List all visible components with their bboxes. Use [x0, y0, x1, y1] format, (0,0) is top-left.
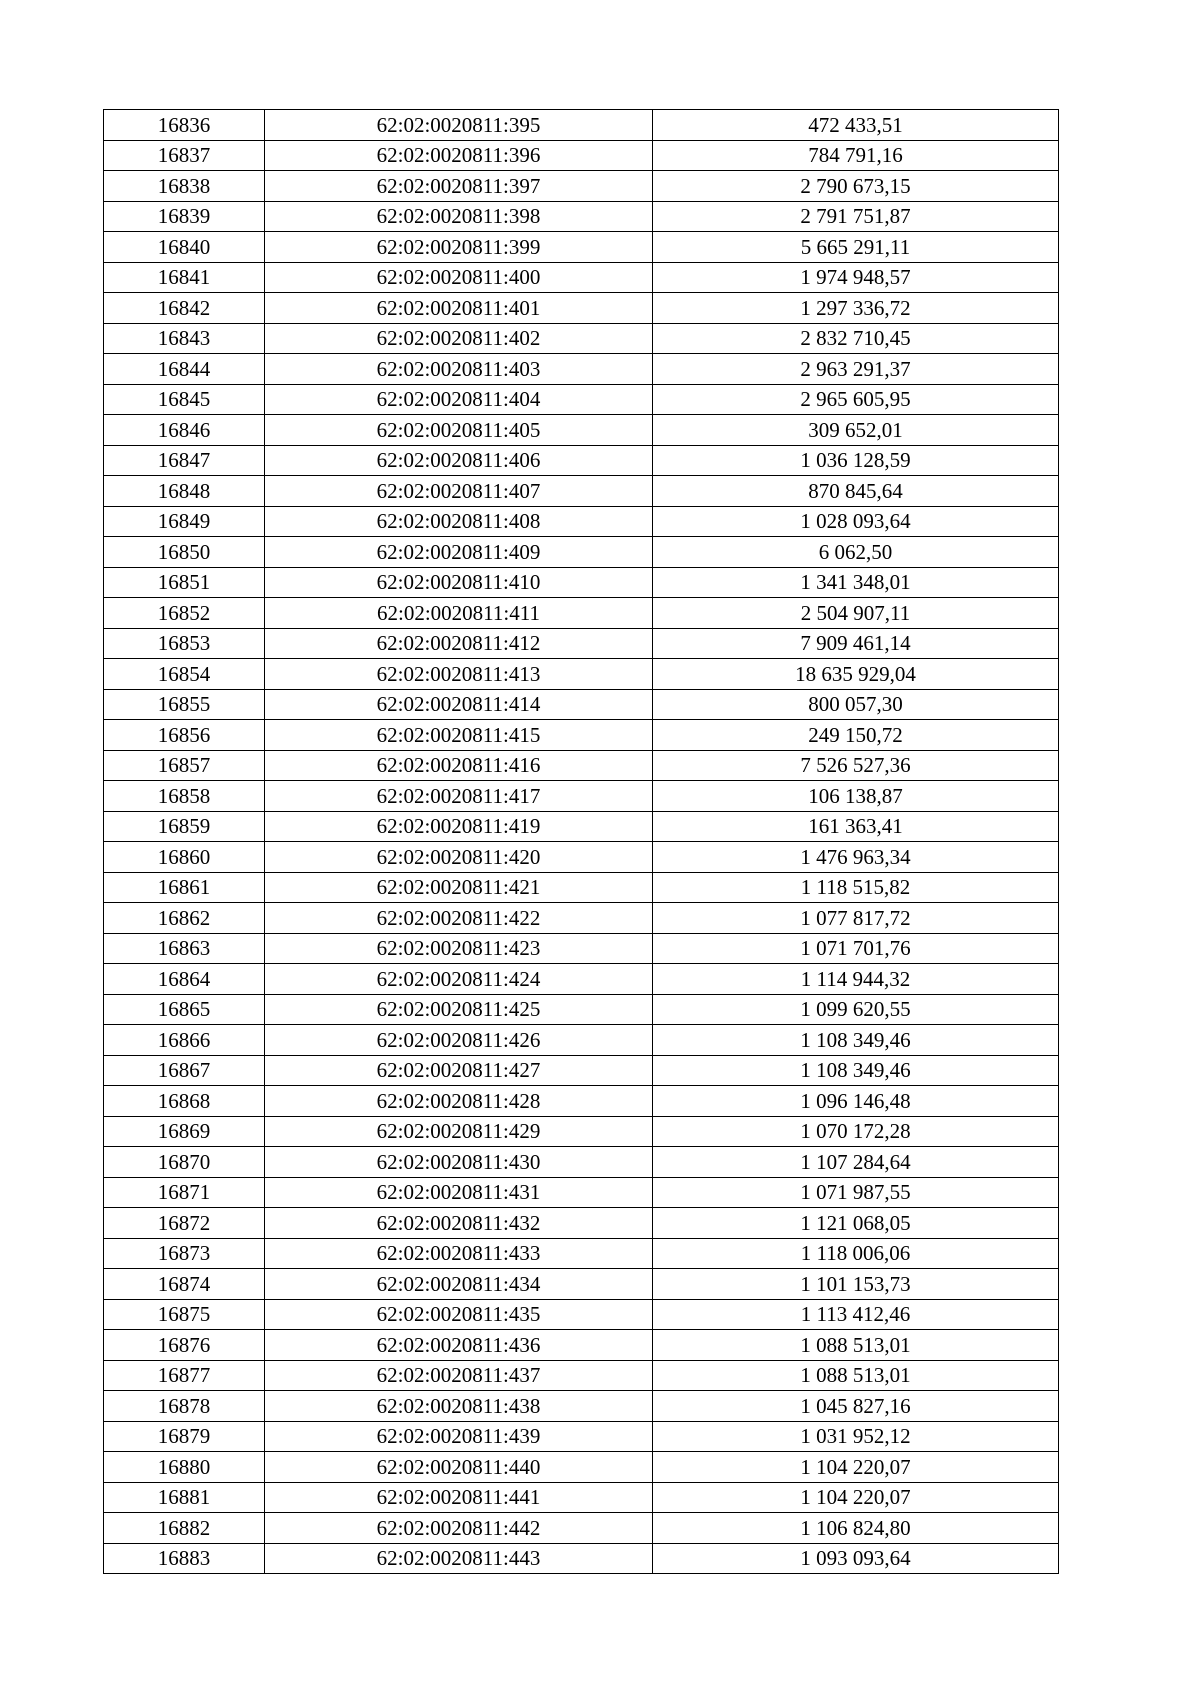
cadastral-number-cell: 62:02:0020811:421: [265, 872, 653, 903]
cadastral-value-cell: 1 341 348,01: [653, 567, 1059, 598]
row-number-cell: 16842: [104, 293, 265, 324]
cadastral-value-cell: 1 031 952,12: [653, 1421, 1059, 1452]
cadastral-value-cell: 1 974 948,57: [653, 262, 1059, 293]
cadastral-number-cell: 62:02:0020811:410: [265, 567, 653, 598]
row-number-cell: 16868: [104, 1086, 265, 1117]
table-row: [104, 1421, 1059, 1452]
cadastral-value-cell: 1 104 220,07: [653, 1452, 1059, 1483]
row-number-cell: 16878: [104, 1391, 265, 1422]
row-number-cell: 16877: [104, 1360, 265, 1391]
table-row: [104, 171, 1059, 202]
row-number-cell: 16850: [104, 537, 265, 568]
table-row: [104, 1513, 1059, 1544]
cadastral-value-cell: 1 088 513,01: [653, 1360, 1059, 1391]
cadastral-number-cell: 62:02:0020811:404: [265, 384, 653, 415]
row-number-cell: 16862: [104, 903, 265, 934]
row-number-cell: 16855: [104, 689, 265, 720]
row-number-cell: 16867: [104, 1055, 265, 1086]
cadastral-value-cell: 870 845,64: [653, 476, 1059, 507]
cadastral-value-cell: 1 070 172,28: [653, 1116, 1059, 1147]
table-row: [104, 1238, 1059, 1269]
table-row: [104, 1299, 1059, 1330]
row-number-cell: 16872: [104, 1208, 265, 1239]
cadastral-value-cell: 106 138,87: [653, 781, 1059, 812]
cadastral-number-cell: 62:02:0020811:429: [265, 1116, 653, 1147]
table-row: [104, 110, 1059, 141]
table-row: [104, 964, 1059, 995]
table-row: [104, 1116, 1059, 1147]
cadastral-number-cell: 62:02:0020811:424: [265, 964, 653, 995]
table-row: [104, 1055, 1059, 1086]
table-row: [104, 1543, 1059, 1574]
cadastral-value-cell: 2 790 673,15: [653, 171, 1059, 202]
cadastral-value-cell: 7 909 461,14: [653, 628, 1059, 659]
table-row: [104, 659, 1059, 690]
cadastral-value-cell: 1 093 093,64: [653, 1543, 1059, 1574]
cadastral-number-cell: 62:02:0020811:414: [265, 689, 653, 720]
cadastral-number-cell: 62:02:0020811:407: [265, 476, 653, 507]
row-number-cell: 16870: [104, 1147, 265, 1178]
table-row: [104, 1086, 1059, 1117]
cadastral-number-cell: 62:02:0020811:432: [265, 1208, 653, 1239]
row-number-cell: 16840: [104, 232, 265, 263]
cadastral-number-cell: 62:02:0020811:442: [265, 1513, 653, 1544]
cadastral-number-cell: 62:02:0020811:441: [265, 1482, 653, 1513]
table-row: [104, 1208, 1059, 1239]
cadastral-number-cell: 62:02:0020811:439: [265, 1421, 653, 1452]
row-number-cell: 16875: [104, 1299, 265, 1330]
row-number-cell: 16841: [104, 262, 265, 293]
cadastral-value-cell: 1 096 146,48: [653, 1086, 1059, 1117]
cadastral-number-cell: 62:02:0020811:423: [265, 933, 653, 964]
table-row: [104, 323, 1059, 354]
row-number-cell: 16863: [104, 933, 265, 964]
cadastral-value-cell: 1 108 349,46: [653, 1055, 1059, 1086]
table-row: [104, 598, 1059, 629]
table-row: [104, 628, 1059, 659]
row-number-cell: 16839: [104, 201, 265, 232]
cadastral-number-cell: 62:02:0020811:438: [265, 1391, 653, 1422]
cadastral-value-cell: 309 652,01: [653, 415, 1059, 446]
row-number-cell: 16880: [104, 1452, 265, 1483]
table-row: [104, 903, 1059, 934]
cadastral-number-cell: 62:02:0020811:430: [265, 1147, 653, 1178]
cadastral-number-cell: 62:02:0020811:412: [265, 628, 653, 659]
cadastral-number-cell: 62:02:0020811:400: [265, 262, 653, 293]
row-number-cell: 16882: [104, 1513, 265, 1544]
row-number-cell: 16860: [104, 842, 265, 873]
table-row: [104, 842, 1059, 873]
cadastral-value-cell: 1 101 153,73: [653, 1269, 1059, 1300]
row-number-cell: 16843: [104, 323, 265, 354]
cadastral-value-cell: 1 114 944,32: [653, 964, 1059, 995]
row-number-cell: 16881: [104, 1482, 265, 1513]
row-number-cell: 16858: [104, 781, 265, 812]
cadastral-number-cell: 62:02:0020811:406: [265, 445, 653, 476]
table-row: [104, 1177, 1059, 1208]
cadastral-number-cell: 62:02:0020811:408: [265, 506, 653, 537]
table-row: [104, 1360, 1059, 1391]
cadastral-value-cell: 1 099 620,55: [653, 994, 1059, 1025]
table-row: [104, 1025, 1059, 1056]
table-row: [104, 1482, 1059, 1513]
cadastral-number-cell: 62:02:0020811:419: [265, 811, 653, 842]
cadastral-number-cell: 62:02:0020811:411: [265, 598, 653, 629]
table-body: [104, 110, 1059, 1574]
row-number-cell: 16864: [104, 964, 265, 995]
table-row: [104, 811, 1059, 842]
table-row: [104, 262, 1059, 293]
cadastral-number-cell: 62:02:0020811:395: [265, 110, 653, 141]
row-number-cell: 16838: [104, 171, 265, 202]
table-row: [104, 689, 1059, 720]
row-number-cell: 16853: [104, 628, 265, 659]
row-number-cell: 16836: [104, 110, 265, 141]
cadastral-number-cell: 62:02:0020811:420: [265, 842, 653, 873]
table-row: [104, 1330, 1059, 1361]
row-number-cell: 16873: [104, 1238, 265, 1269]
table-row: [104, 140, 1059, 171]
table-row: [104, 567, 1059, 598]
cadastral-number-cell: 62:02:0020811:440: [265, 1452, 653, 1483]
cadastral-number-cell: 62:02:0020811:426: [265, 1025, 653, 1056]
row-number-cell: 16849: [104, 506, 265, 537]
table-row: [104, 720, 1059, 751]
row-number-cell: 16859: [104, 811, 265, 842]
cadastral-value-table: [103, 109, 1059, 1574]
cadastral-value-cell: 1 476 963,34: [653, 842, 1059, 873]
table-row: [104, 781, 1059, 812]
table-row: [104, 415, 1059, 446]
cadastral-value-cell: 2 965 605,95: [653, 384, 1059, 415]
table-row: [104, 1391, 1059, 1422]
table-row: [104, 476, 1059, 507]
cadastral-number-cell: 62:02:0020811:437: [265, 1360, 653, 1391]
table-row: [104, 933, 1059, 964]
cadastral-value-cell: 1 297 336,72: [653, 293, 1059, 324]
table-row: [104, 384, 1059, 415]
cadastral-number-cell: 62:02:0020811:397: [265, 171, 653, 202]
cadastral-value-cell: 1 108 349,46: [653, 1025, 1059, 1056]
cadastral-number-cell: 62:02:0020811:431: [265, 1177, 653, 1208]
cadastral-value-cell: 1 071 701,76: [653, 933, 1059, 964]
table-row: [104, 506, 1059, 537]
cadastral-number-cell: 62:02:0020811:409: [265, 537, 653, 568]
row-number-cell: 16856: [104, 720, 265, 751]
cadastral-number-cell: 62:02:0020811:403: [265, 354, 653, 385]
cadastral-value-cell: 2 791 751,87: [653, 201, 1059, 232]
cadastral-value-cell: 18 635 929,04: [653, 659, 1059, 690]
table-row: [104, 293, 1059, 324]
cadastral-value-cell: 472 433,51: [653, 110, 1059, 141]
cadastral-value-cell: 2 963 291,37: [653, 354, 1059, 385]
table-row: [104, 994, 1059, 1025]
cadastral-number-cell: 62:02:0020811:434: [265, 1269, 653, 1300]
row-number-cell: 16879: [104, 1421, 265, 1452]
table-row: [104, 750, 1059, 781]
row-number-cell: 16857: [104, 750, 265, 781]
cadastral-value-cell: 800 057,30: [653, 689, 1059, 720]
cadastral-value-cell: 161 363,41: [653, 811, 1059, 842]
cadastral-value-cell: 1 028 093,64: [653, 506, 1059, 537]
cadastral-value-cell: 1 106 824,80: [653, 1513, 1059, 1544]
row-number-cell: 16865: [104, 994, 265, 1025]
row-number-cell: 16861: [104, 872, 265, 903]
cadastral-number-cell: 62:02:0020811:396: [265, 140, 653, 171]
row-number-cell: 16883: [104, 1543, 265, 1574]
row-number-cell: 16866: [104, 1025, 265, 1056]
cadastral-value-cell: 1 104 220,07: [653, 1482, 1059, 1513]
row-number-cell: 16876: [104, 1330, 265, 1361]
table-row: [104, 537, 1059, 568]
cadastral-value-cell: 249 150,72: [653, 720, 1059, 751]
row-number-cell: 16854: [104, 659, 265, 690]
row-number-cell: 16846: [104, 415, 265, 446]
cadastral-number-cell: 62:02:0020811:436: [265, 1330, 653, 1361]
cadastral-number-cell: 62:02:0020811:443: [265, 1543, 653, 1574]
row-number-cell: 16844: [104, 354, 265, 385]
row-number-cell: 16852: [104, 598, 265, 629]
cadastral-number-cell: 62:02:0020811:405: [265, 415, 653, 446]
cadastral-number-cell: 62:02:0020811:427: [265, 1055, 653, 1086]
cadastral-number-cell: 62:02:0020811:416: [265, 750, 653, 781]
row-number-cell: 16845: [104, 384, 265, 415]
table-row: [104, 872, 1059, 903]
cadastral-number-cell: 62:02:0020811:401: [265, 293, 653, 324]
cadastral-value-cell: 1 036 128,59: [653, 445, 1059, 476]
cadastral-value-cell: 784 791,16: [653, 140, 1059, 171]
cadastral-value-cell: 7 526 527,36: [653, 750, 1059, 781]
cadastral-value-cell: 1 107 284,64: [653, 1147, 1059, 1178]
cadastral-value-cell: 1 113 412,46: [653, 1299, 1059, 1330]
cadastral-number-cell: 62:02:0020811:425: [265, 994, 653, 1025]
cadastral-value-cell: 1 045 827,16: [653, 1391, 1059, 1422]
cadastral-number-cell: 62:02:0020811:422: [265, 903, 653, 934]
table-row: [104, 1269, 1059, 1300]
cadastral-number-cell: 62:02:0020811:433: [265, 1238, 653, 1269]
cadastral-value-cell: 6 062,50: [653, 537, 1059, 568]
cadastral-value-cell: 1 121 068,05: [653, 1208, 1059, 1239]
cadastral-value-cell: 1 077 817,72: [653, 903, 1059, 934]
table-row: [104, 1147, 1059, 1178]
cadastral-number-cell: 62:02:0020811:415: [265, 720, 653, 751]
row-number-cell: 16837: [104, 140, 265, 171]
cadastral-number-cell: 62:02:0020811:413: [265, 659, 653, 690]
cadastral-value-cell: 5 665 291,11: [653, 232, 1059, 263]
cadastral-number-cell: 62:02:0020811:428: [265, 1086, 653, 1117]
cadastral-value-cell: 1 118 515,82: [653, 872, 1059, 903]
cadastral-number-cell: 62:02:0020811:398: [265, 201, 653, 232]
row-number-cell: 16851: [104, 567, 265, 598]
cadastral-value-cell: 2 504 907,11: [653, 598, 1059, 629]
row-number-cell: 16874: [104, 1269, 265, 1300]
table-row: [104, 354, 1059, 385]
cadastral-number-cell: 62:02:0020811:417: [265, 781, 653, 812]
table-row: [104, 445, 1059, 476]
table-row: [104, 201, 1059, 232]
cadastral-value-cell: 1 118 006,06: [653, 1238, 1059, 1269]
cadastral-value-cell: 2 832 710,45: [653, 323, 1059, 354]
row-number-cell: 16847: [104, 445, 265, 476]
row-number-cell: 16869: [104, 1116, 265, 1147]
cadastral-value-cell: 1 071 987,55: [653, 1177, 1059, 1208]
cadastral-value-cell: 1 088 513,01: [653, 1330, 1059, 1361]
cadastral-number-cell: 62:02:0020811:399: [265, 232, 653, 263]
table-row: [104, 1452, 1059, 1483]
cadastral-number-cell: 62:02:0020811:435: [265, 1299, 653, 1330]
table-row: [104, 232, 1059, 263]
row-number-cell: 16871: [104, 1177, 265, 1208]
cadastral-number-cell: 62:02:0020811:402: [265, 323, 653, 354]
row-number-cell: 16848: [104, 476, 265, 507]
